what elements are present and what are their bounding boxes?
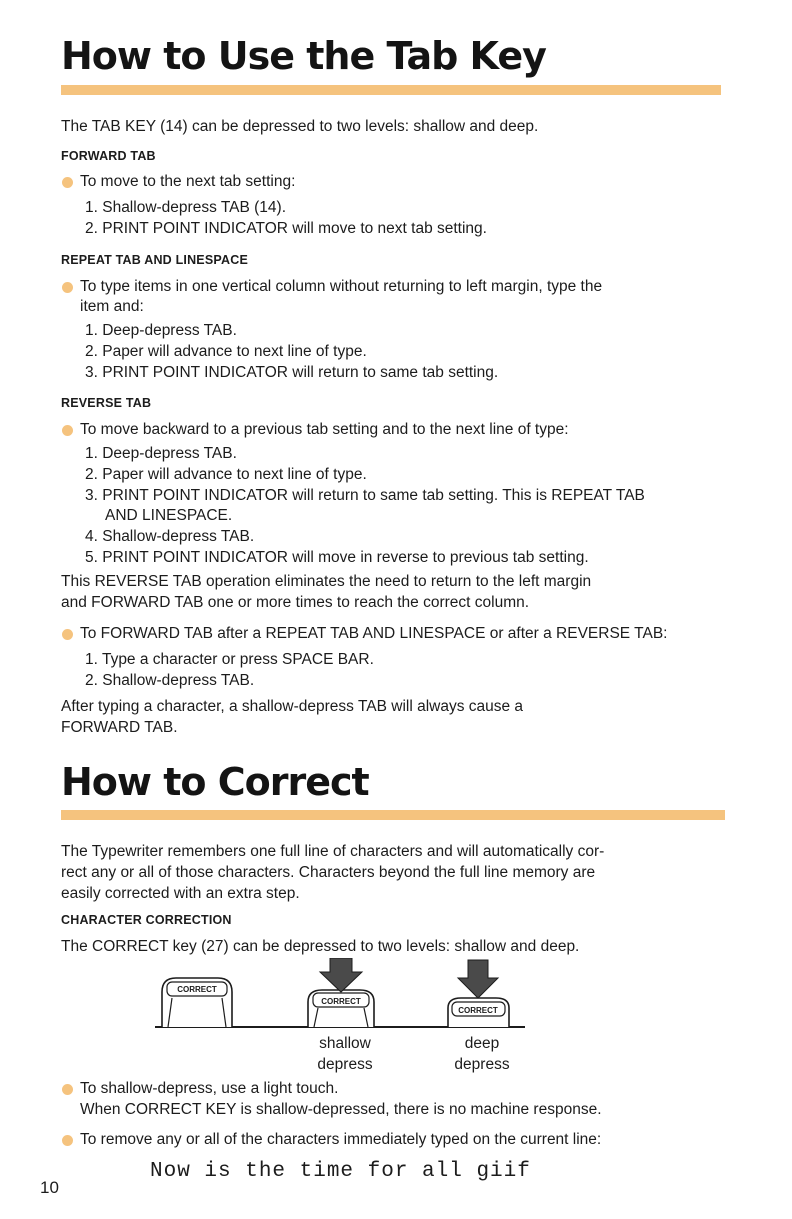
tab-key-heading: How to Use the Tab Key [61, 34, 546, 78]
bullet-dot-icon [62, 425, 73, 436]
heading-underline-rule [61, 85, 721, 95]
svg-text:CORRECT: CORRECT [177, 985, 217, 994]
deep-depress-caption [422, 1033, 542, 1075]
bullet-dot-icon [62, 282, 73, 293]
repeat-tab-bullet: To type items in one vertical column without returning to left margin, type the [80, 278, 603, 295]
tab-key-intro: The TAB KEY (14) can be depressed to two levels: shallow and deep. [61, 118, 539, 135]
reverse-tab-bullet: To move backward to a previous tab setting and to the next line of type: [80, 421, 569, 438]
reverse-step-cont: AND LINESPACE. [105, 507, 233, 524]
reverse-step: 1. Deep-depress TAB. [85, 445, 237, 462]
forward-after-step: 2. Shallow-depress TAB. [85, 672, 255, 689]
deep-caption-line: depress [454, 1056, 510, 1073]
shallow-depress-bullet: To shallow-depress, use a light touch. [80, 1080, 339, 1097]
character-correction-heading: CHARACTER CORRECTION [61, 913, 232, 927]
deep-caption-line: deep [464, 1035, 500, 1052]
shallow-caption-line: depress [317, 1056, 373, 1073]
shallow-depress-bullet-cont: When CORRECT KEY is shallow-depressed, there is no machine response. [80, 1101, 602, 1118]
correct-intro: The Typewriter remembers one full line of characters and will automatically cor- [61, 843, 605, 860]
repeat-step: 3. PRINT POINT INDICATOR will return to same tab setting. [85, 364, 499, 381]
shallow-caption-line: shallow [319, 1035, 371, 1052]
svg-text:CORRECT: CORRECT [458, 1006, 498, 1015]
character-correction-text: The CORRECT key (27) can be depressed to two levels: shallow and deep. [61, 938, 580, 955]
typed-sample-line: Now is the time for all giif [150, 1160, 531, 1183]
correct-intro-cont: easily corrected with an extra step. [61, 885, 300, 902]
reverse-tab-note: This REVERSE TAB operation eliminates the need to return to the left margin [61, 573, 592, 590]
down-arrow-icon [458, 960, 498, 998]
bullet-dot-icon [62, 177, 73, 188]
correct-intro-cont: rect any or all of those characters. Characters beyond the full line memory are [61, 864, 596, 881]
forward-step: 2. PRINT POINT INDICATOR will move to next tab setting. [85, 220, 487, 237]
repeat-step: 2. Paper will advance to next line of type. [85, 343, 367, 360]
remove-characters-bullet: To remove any or all of the characters immediately typed on the current line: [80, 1131, 602, 1148]
reverse-step: 3. PRINT POINT INDICATOR will return to same tab setting. This is REPEAT TAB [85, 487, 645, 504]
repeat-tab-bullet-cont: item and: [80, 298, 144, 315]
bullet-dot-icon [62, 629, 73, 640]
key-deep-depress-icon [448, 960, 509, 1027]
reverse-step: 2. Paper will advance to next line of type. [85, 466, 367, 483]
key-shallow-depress-icon [308, 958, 374, 1027]
repeat-tab-heading: REPEAT TAB AND LINESPACE [61, 253, 248, 267]
svg-text:CORRECT: CORRECT [321, 997, 361, 1006]
key-at-rest-icon [162, 978, 232, 1027]
page-number: 10 [40, 1178, 59, 1197]
forward-after-step: 1. Type a character or press SPACE BAR. [85, 651, 374, 668]
heading-underline-rule [61, 810, 725, 820]
reverse-step: 4. Shallow-depress TAB. [85, 528, 255, 545]
forward-tab-bullet: To move to the next tab setting: [80, 173, 296, 190]
reverse-step: 5. PRINT POINT INDICATOR will move in reverse to previous tab setting. [85, 549, 589, 566]
forward-step: 1. Shallow-depress TAB (14). [85, 199, 287, 216]
forward-after-note-cont: FORWARD TAB. [61, 719, 178, 736]
forward-after-bullet: To FORWARD TAB after a REPEAT TAB AND LINESPACE or after a REVERSE TAB: [80, 625, 668, 642]
reverse-tab-heading: REVERSE TAB [61, 396, 152, 410]
bullet-dot-icon [62, 1135, 73, 1146]
down-arrow-icon [320, 958, 362, 992]
repeat-step: 1. Deep-depress TAB. [85, 322, 237, 339]
forward-tab-heading: FORWARD TAB [61, 149, 156, 163]
correct-key-diagram [150, 958, 530, 1038]
shallow-depress-caption [285, 1033, 405, 1075]
bullet-dot-icon [62, 1084, 73, 1095]
reverse-tab-note-cont: and FORWARD TAB one or more times to reach the correct column. [61, 594, 530, 611]
correct-heading: How to Correct [61, 760, 369, 804]
forward-after-note: After typing a character, a shallow-depress TAB will always cause a [61, 698, 524, 715]
